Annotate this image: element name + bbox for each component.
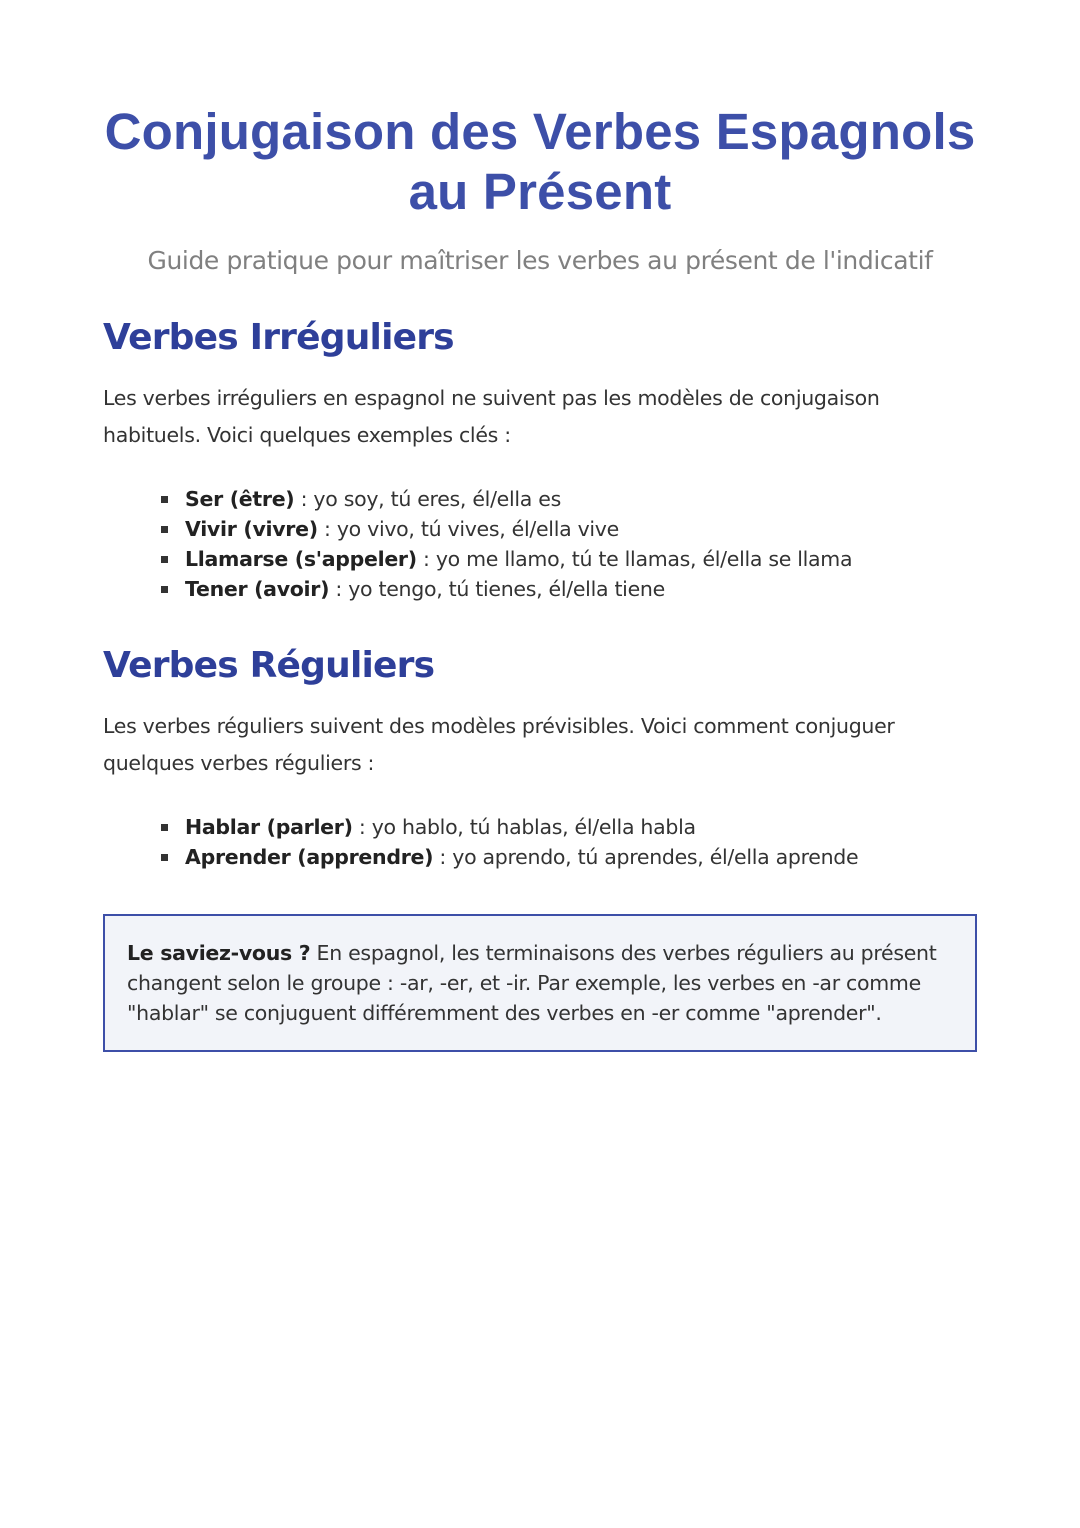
square-bullet-icon: [161, 496, 168, 503]
list-item: [161, 574, 977, 604]
verb-forms: : yo soy, tú eres, él/ella es: [294, 487, 561, 511]
page-title: [103, 0, 977, 222]
regular-verbs-heading: Verbes Réguliers: [103, 645, 435, 686]
regular-verbs-list: [103, 812, 977, 872]
page-subtitle: Guide pratique pour maîtriser les verbes au présent de l'indicatif: [147, 246, 933, 275]
verb-forms: : yo tengo, tú tienes, él/ella tiene: [329, 577, 665, 601]
verb-forms: : yo vivo, tú vives, él/ella vive: [317, 517, 619, 541]
verb-forms: : yo hablo, tú hablas, él/ella habla: [352, 815, 696, 839]
square-bullet-icon: [161, 586, 168, 593]
list-item: [161, 842, 977, 872]
document-page: [103, 0, 977, 1052]
irregular-verbs-list: [103, 484, 977, 604]
list-item: [161, 484, 977, 514]
verb-name: Tener (avoir): [185, 577, 330, 601]
verb-name: Aprender (apprendre): [185, 845, 434, 869]
list-item: [161, 514, 977, 544]
did-you-know-callout: [103, 914, 977, 1052]
verb-name: Ser (être): [185, 487, 295, 511]
list-item: [161, 812, 977, 842]
callout-lead: Le saviez-vous ?: [127, 941, 311, 965]
callout-text: En espagnol, les terminaisons des verbes réguliers au présent changent selon le groupe : -ar, -er, et -ir. Par exemple, les verbes en -ar comme "hablar" se conjuguent différemment des verbes en -er comme "aprender".: [127, 941, 937, 1025]
square-bullet-icon: [161, 526, 168, 533]
verb-name: Llamarse (s'appeler): [185, 547, 417, 571]
verb-forms: : yo aprendo, tú aprendes, él/ella aprende: [433, 845, 859, 869]
page-title-line-2: au Présent: [408, 163, 672, 220]
verb-name: Hablar (parler): [185, 815, 353, 839]
irregular-verbs-intro: Les verbes irréguliers en espagnol ne suivent pas les modèles de conjugaison habituels. Voici quelques exemples clés :: [103, 386, 880, 447]
irregular-verbs-section: [103, 316, 977, 604]
irregular-verbs-heading: Verbes Irréguliers: [103, 317, 454, 358]
regular-verbs-section: [103, 644, 977, 872]
verb-name: Vivir (vivre): [185, 517, 318, 541]
square-bullet-icon: [161, 854, 168, 861]
list-item: [161, 544, 977, 574]
square-bullet-icon: [161, 824, 168, 831]
regular-verbs-intro: Les verbes réguliers suivent des modèles prévisibles. Voici comment conjuguer quelques verbes réguliers :: [103, 714, 895, 775]
verb-forms: : yo me llamo, tú te llamas, él/ella se llama: [416, 547, 853, 571]
square-bullet-icon: [161, 556, 168, 563]
page-title-line-1: Conjugaison des Verbes Espagnols: [104, 103, 976, 160]
